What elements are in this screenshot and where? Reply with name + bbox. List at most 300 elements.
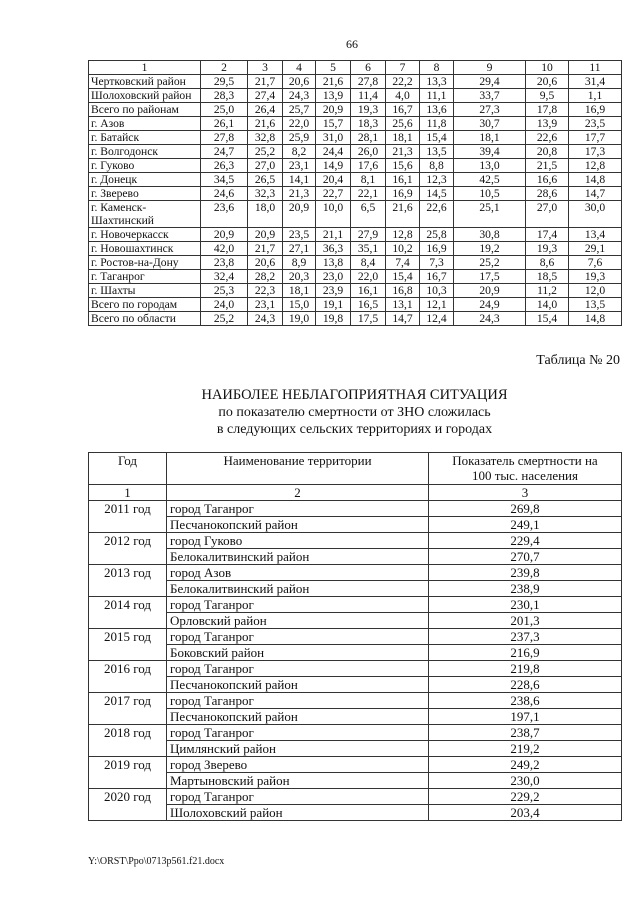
year-cell: 2015 год <box>89 629 167 645</box>
value-cell: 13,9 <box>316 89 351 103</box>
value-cell: 28,6 <box>526 187 569 201</box>
value-cell: 26,4 <box>248 103 283 117</box>
value-cell: 16,1 <box>351 284 386 298</box>
value-cell: 11,4 <box>351 89 386 103</box>
table-row <box>89 629 622 645</box>
value-cell: 23,5 <box>569 117 622 131</box>
heading-line-3: в следующих сельских территориях и городах <box>216 422 493 437</box>
year-cell: 2011 год <box>89 501 167 517</box>
value-cell: 13,4 <box>569 228 622 242</box>
value-cell: 24,0 <box>201 298 248 312</box>
year-cell-empty <box>89 549 167 565</box>
value-cell: 8,8 <box>420 159 454 173</box>
territory-name: Шолоховский район <box>167 805 429 821</box>
value-cell: 25,7 <box>283 103 316 117</box>
mortality-value: 229,4 <box>429 533 622 549</box>
value-cell: 16,9 <box>569 103 622 117</box>
territory-name: город Таганрог <box>167 597 429 613</box>
value-cell: 23,0 <box>316 270 351 284</box>
value-cell: 15,0 <box>283 298 316 312</box>
table-row <box>89 533 622 549</box>
value-cell: 19,2 <box>454 242 526 256</box>
value-cell: 16,5 <box>351 298 386 312</box>
territory-name: город Гуково <box>167 533 429 549</box>
value-cell: 33,7 <box>454 89 526 103</box>
value-cell: 14,7 <box>386 312 420 326</box>
mortality-value: 219,2 <box>429 741 622 757</box>
value-cell: 15,4 <box>420 131 454 145</box>
mortality-value: 197,1 <box>429 709 622 725</box>
value-cell: 14,8 <box>569 312 622 326</box>
territory-name: Песчанокопский район <box>167 517 429 533</box>
table-row <box>89 773 622 789</box>
year-cell-empty <box>89 773 167 789</box>
value-cell: 17,3 <box>569 145 622 159</box>
value-cell: 24,4 <box>316 145 351 159</box>
worst-territories-table <box>88 452 622 821</box>
year-cell-empty <box>89 613 167 629</box>
value-cell: 15,4 <box>386 270 420 284</box>
value-cell: 20,3 <box>283 270 316 284</box>
value-cell: 27,4 <box>248 89 283 103</box>
value-cell: 16,9 <box>420 242 454 256</box>
territory-name: г. Каменск-Шахтинский <box>89 201 201 228</box>
value-cell: 11,8 <box>420 117 454 131</box>
value-cell: 20,9 <box>316 103 351 117</box>
value-cell: 20,9 <box>248 228 283 242</box>
territory-name: г. Таганрог <box>89 270 201 284</box>
value-cell: 30,8 <box>454 228 526 242</box>
column-number: 3 <box>248 61 283 75</box>
year-cell-empty <box>89 805 167 821</box>
value-cell: 28,2 <box>248 270 283 284</box>
value-cell: 17,5 <box>454 270 526 284</box>
value-cell: 17,8 <box>526 103 569 117</box>
territory-name: город Зверево <box>167 757 429 773</box>
value-cell: 27,1 <box>283 242 316 256</box>
territory-name: Всего по городам <box>89 298 201 312</box>
mortality-value: 269,8 <box>429 501 622 517</box>
table-row <box>89 661 622 677</box>
value-cell: 18,1 <box>454 131 526 145</box>
value-cell: 12,0 <box>569 284 622 298</box>
value-cell: 36,3 <box>316 242 351 256</box>
year-cell-empty <box>89 709 167 725</box>
value-cell: 19,3 <box>569 270 622 284</box>
table-row <box>89 256 622 270</box>
value-cell: 10,3 <box>420 284 454 298</box>
value-cell: 7,4 <box>386 256 420 270</box>
table-row <box>89 187 622 201</box>
mortality-table-continued <box>88 60 622 326</box>
table-row <box>89 75 622 89</box>
year-cell: 2020 год <box>89 789 167 805</box>
value-cell: 14,5 <box>420 187 454 201</box>
table-row <box>89 270 622 284</box>
value-cell: 27,0 <box>248 159 283 173</box>
year-cell-empty <box>89 517 167 533</box>
table-row <box>89 725 622 741</box>
value-cell: 15,4 <box>526 312 569 326</box>
year-cell: 2019 год <box>89 757 167 773</box>
number-row <box>89 485 622 501</box>
value-cell: 31,4 <box>569 75 622 89</box>
value-cell: 21,7 <box>248 75 283 89</box>
value-cell: 25,8 <box>420 228 454 242</box>
value-cell: 20,8 <box>526 145 569 159</box>
value-cell: 26,5 <box>248 173 283 187</box>
column-number: 1 <box>89 61 201 75</box>
table-row <box>89 693 622 709</box>
value-cell: 18,1 <box>283 284 316 298</box>
year-cell: 2012 год <box>89 533 167 549</box>
mortality-value: 270,7 <box>429 549 622 565</box>
column-number: 10 <box>526 61 569 75</box>
territory-name: г. Ростов-на-Дону <box>89 256 201 270</box>
value-cell: 17,7 <box>569 131 622 145</box>
value-cell: 11,1 <box>420 89 454 103</box>
value-cell: 20,9 <box>454 284 526 298</box>
territory-name: Всего по области <box>89 312 201 326</box>
territory-name: г. Новошахтинск <box>89 242 201 256</box>
value-cell: 21,6 <box>248 117 283 131</box>
mortality-value: 237,3 <box>429 629 622 645</box>
value-cell: 16,6 <box>526 173 569 187</box>
table-row <box>89 284 622 298</box>
table-number: Таблица № 20 <box>536 353 620 368</box>
value-cell: 14,1 <box>283 173 316 187</box>
column-number: 7 <box>386 61 420 75</box>
value-cell: 16,7 <box>386 103 420 117</box>
value-cell: 25,0 <box>201 103 248 117</box>
value-cell: 22,3 <box>248 284 283 298</box>
value-cell: 27,3 <box>454 103 526 117</box>
column-number: 5 <box>316 61 351 75</box>
value-cell: 24,9 <box>454 298 526 312</box>
value-cell: 7,3 <box>420 256 454 270</box>
column-header: Наименование территории <box>167 453 429 485</box>
table-row <box>89 677 622 693</box>
territory-name: г. Новочеркасск <box>89 228 201 242</box>
value-cell: 23,5 <box>283 228 316 242</box>
column-number: 4 <box>283 61 316 75</box>
heading-line-2: по показателю смертности от ЗНО сложилась <box>218 405 491 420</box>
table-row <box>89 228 622 242</box>
value-cell: 27,0 <box>526 201 569 228</box>
table-row <box>89 757 622 773</box>
value-cell: 26,1 <box>201 117 248 131</box>
value-cell: 24,3 <box>248 312 283 326</box>
value-cell: 21,6 <box>316 75 351 89</box>
year-cell-empty <box>89 741 167 757</box>
mortality-value: 229,2 <box>429 789 622 805</box>
column-number: 6 <box>351 61 386 75</box>
value-cell: 22,6 <box>420 201 454 228</box>
value-cell: 1,1 <box>569 89 622 103</box>
value-cell: 12,4 <box>420 312 454 326</box>
value-cell: 39,4 <box>454 145 526 159</box>
value-cell: 27,8 <box>351 75 386 89</box>
year-cell-empty <box>89 581 167 597</box>
value-cell: 30,7 <box>454 117 526 131</box>
value-cell: 6,5 <box>351 201 386 228</box>
value-cell: 12,3 <box>420 173 454 187</box>
file-path-footer: Y:\ORST\Ppo\0713p561.f21.docx <box>88 856 225 867</box>
value-cell: 19,3 <box>351 103 386 117</box>
value-cell: 18,0 <box>248 201 283 228</box>
table-row <box>89 145 622 159</box>
value-cell: 17,4 <box>526 228 569 242</box>
territory-name: Мартыновский район <box>167 773 429 789</box>
value-cell: 20,4 <box>316 173 351 187</box>
value-cell: 13,9 <box>526 117 569 131</box>
value-cell: 22,2 <box>386 75 420 89</box>
value-cell: 21,6 <box>386 201 420 228</box>
value-cell: 14,7 <box>569 187 622 201</box>
value-cell: 42,0 <box>201 242 248 256</box>
table-row <box>89 741 622 757</box>
table-row <box>89 645 622 661</box>
column-header: Показатель смертности на 100 тыс. населения <box>429 453 622 485</box>
value-cell: 18,1 <box>386 131 420 145</box>
value-cell: 21,5 <box>526 159 569 173</box>
column-number: 2 <box>201 61 248 75</box>
territory-name: город Таганрог <box>167 661 429 677</box>
table-heading <box>88 387 621 438</box>
table-row <box>89 117 622 131</box>
table-row <box>89 501 622 517</box>
value-cell: 18,5 <box>526 270 569 284</box>
value-cell: 25,6 <box>386 117 420 131</box>
value-cell: 23,6 <box>201 201 248 228</box>
territory-name: Орловский район <box>167 613 429 629</box>
value-cell: 20,9 <box>283 201 316 228</box>
value-cell: 30,0 <box>569 201 622 228</box>
mortality-value: 216,9 <box>429 645 622 661</box>
table-row <box>89 312 622 326</box>
table-row <box>89 242 622 256</box>
value-cell: 8,4 <box>351 256 386 270</box>
value-cell: 8,1 <box>351 173 386 187</box>
mortality-value: 203,4 <box>429 805 622 821</box>
table-row <box>89 805 622 821</box>
value-cell: 20,6 <box>526 75 569 89</box>
table-row <box>89 131 622 145</box>
territory-name: Боковский район <box>167 645 429 661</box>
value-cell: 9,5 <box>526 89 569 103</box>
table-row <box>89 597 622 613</box>
value-cell: 22,6 <box>526 131 569 145</box>
territory-name: Всего по районам <box>89 103 201 117</box>
value-cell: 22,0 <box>283 117 316 131</box>
value-cell: 16,7 <box>420 270 454 284</box>
value-cell: 31,0 <box>316 131 351 145</box>
value-cell: 25,1 <box>454 201 526 228</box>
year-cell: 2017 год <box>89 693 167 709</box>
value-cell: 17,5 <box>351 312 386 326</box>
heading-line-1: НАИБОЛЕЕ НЕБЛАГОПРИЯТНАЯ СИТУАЦИЯ <box>201 387 508 403</box>
mortality-value: 238,7 <box>429 725 622 741</box>
column-number: 1 <box>89 485 167 501</box>
year-cell-empty <box>89 677 167 693</box>
territory-name: город Таганрог <box>167 629 429 645</box>
header-row <box>89 61 622 75</box>
column-number: 2 <box>167 485 429 501</box>
territory-name: город Таганрог <box>167 789 429 805</box>
value-cell: 34,5 <box>201 173 248 187</box>
value-cell: 32,3 <box>248 187 283 201</box>
value-cell: 22,0 <box>351 270 386 284</box>
mortality-value: 238,6 <box>429 693 622 709</box>
value-cell: 25,2 <box>201 312 248 326</box>
value-cell: 24,7 <box>201 145 248 159</box>
table-row <box>89 581 622 597</box>
mortality-value: 239,8 <box>429 565 622 581</box>
column-number: 8 <box>420 61 454 75</box>
mortality-value: 249,2 <box>429 757 622 773</box>
value-cell: 25,9 <box>283 131 316 145</box>
year-cell: 2018 год <box>89 725 167 741</box>
value-cell: 21,3 <box>386 145 420 159</box>
table-row <box>89 549 622 565</box>
territory-name: г. Донецк <box>89 173 201 187</box>
value-cell: 12,8 <box>569 159 622 173</box>
value-cell: 19,3 <box>526 242 569 256</box>
table-row <box>89 517 622 533</box>
value-cell: 17,6 <box>351 159 386 173</box>
page-number: 66 <box>346 37 358 51</box>
value-cell: 25,3 <box>201 284 248 298</box>
value-cell: 11,2 <box>526 284 569 298</box>
value-cell: 10,5 <box>454 187 526 201</box>
value-cell: 24,3 <box>283 89 316 103</box>
value-cell: 29,5 <box>201 75 248 89</box>
value-cell: 13,5 <box>569 298 622 312</box>
value-cell: 26,0 <box>351 145 386 159</box>
table-row <box>89 201 622 228</box>
value-cell: 24,3 <box>454 312 526 326</box>
territory-name: Белокалитвинский район <box>167 581 429 597</box>
territory-name: г. Батайск <box>89 131 201 145</box>
value-cell: 35,1 <box>351 242 386 256</box>
value-cell: 16,8 <box>386 284 420 298</box>
value-cell: 27,8 <box>201 131 248 145</box>
year-cell: 2013 год <box>89 565 167 581</box>
table-row <box>89 298 622 312</box>
value-cell: 23,9 <box>316 284 351 298</box>
value-cell: 20,9 <box>201 228 248 242</box>
mortality-value: 230,1 <box>429 597 622 613</box>
value-cell: 16,9 <box>386 187 420 201</box>
table-row <box>89 565 622 581</box>
value-cell: 16,1 <box>386 173 420 187</box>
territory-name: город Таганрог <box>167 725 429 741</box>
table-row <box>89 613 622 629</box>
value-cell: 13,3 <box>420 75 454 89</box>
mortality-value: 230,0 <box>429 773 622 789</box>
value-cell: 12,1 <box>420 298 454 312</box>
value-cell: 28,1 <box>351 131 386 145</box>
value-cell: 10,0 <box>316 201 351 228</box>
value-cell: 10,2 <box>386 242 420 256</box>
value-cell: 26,3 <box>201 159 248 173</box>
year-cell-empty <box>89 645 167 661</box>
territory-name: г. Азов <box>89 117 201 131</box>
value-cell: 14,0 <box>526 298 569 312</box>
value-cell: 20,6 <box>248 256 283 270</box>
territory-name: город Азов <box>167 565 429 581</box>
territory-name: город Таганрог <box>167 693 429 709</box>
value-cell: 14,8 <box>569 173 622 187</box>
table-row <box>89 173 622 187</box>
year-cell: 2016 год <box>89 661 167 677</box>
value-cell: 19,8 <box>316 312 351 326</box>
territory-name: Песчанокопский район <box>167 709 429 725</box>
territory-name: Цимлянский район <box>167 741 429 757</box>
value-cell: 23,1 <box>283 159 316 173</box>
value-cell: 20,6 <box>283 75 316 89</box>
value-cell: 7,6 <box>569 256 622 270</box>
value-cell: 19,1 <box>316 298 351 312</box>
value-cell: 13,8 <box>316 256 351 270</box>
value-cell: 21,1 <box>316 228 351 242</box>
value-cell: 19,0 <box>283 312 316 326</box>
column-number: 11 <box>569 61 622 75</box>
mortality-value: 201,3 <box>429 613 622 629</box>
table-row <box>89 709 622 725</box>
territory-name: Чертковский район <box>89 75 201 89</box>
value-cell: 8,9 <box>283 256 316 270</box>
value-cell: 25,2 <box>248 145 283 159</box>
value-cell: 13,0 <box>454 159 526 173</box>
column-header: Год <box>89 453 167 485</box>
mortality-value: 219,8 <box>429 661 622 677</box>
territory-name: Белокалитвинский район <box>167 549 429 565</box>
column-number: 9 <box>454 61 526 75</box>
value-cell: 29,1 <box>569 242 622 256</box>
table-row <box>89 789 622 805</box>
value-cell: 29,4 <box>454 75 526 89</box>
value-cell: 4,0 <box>386 89 420 103</box>
value-cell: 8,6 <box>526 256 569 270</box>
territory-name: г. Зверево <box>89 187 201 201</box>
territory-name: г. Шахты <box>89 284 201 298</box>
value-cell: 32,8 <box>248 131 283 145</box>
value-cell: 14,9 <box>316 159 351 173</box>
value-cell: 13,5 <box>420 145 454 159</box>
value-cell: 24,6 <box>201 187 248 201</box>
value-cell: 28,3 <box>201 89 248 103</box>
value-cell: 23,1 <box>248 298 283 312</box>
column-number: 3 <box>429 485 622 501</box>
territory-name: г. Волгодонск <box>89 145 201 159</box>
value-cell: 42,5 <box>454 173 526 187</box>
value-cell: 18,3 <box>351 117 386 131</box>
value-cell: 32,4 <box>201 270 248 284</box>
header-row <box>89 453 622 485</box>
territory-name: Шолоховский район <box>89 89 201 103</box>
value-cell: 23,8 <box>201 256 248 270</box>
table-row <box>89 159 622 173</box>
year-cell: 2014 год <box>89 597 167 613</box>
mortality-value: 238,9 <box>429 581 622 597</box>
value-cell: 22,1 <box>351 187 386 201</box>
table-row <box>89 103 622 117</box>
value-cell: 25,2 <box>454 256 526 270</box>
value-cell: 21,7 <box>248 242 283 256</box>
value-cell: 21,3 <box>283 187 316 201</box>
value-cell: 8,2 <box>283 145 316 159</box>
